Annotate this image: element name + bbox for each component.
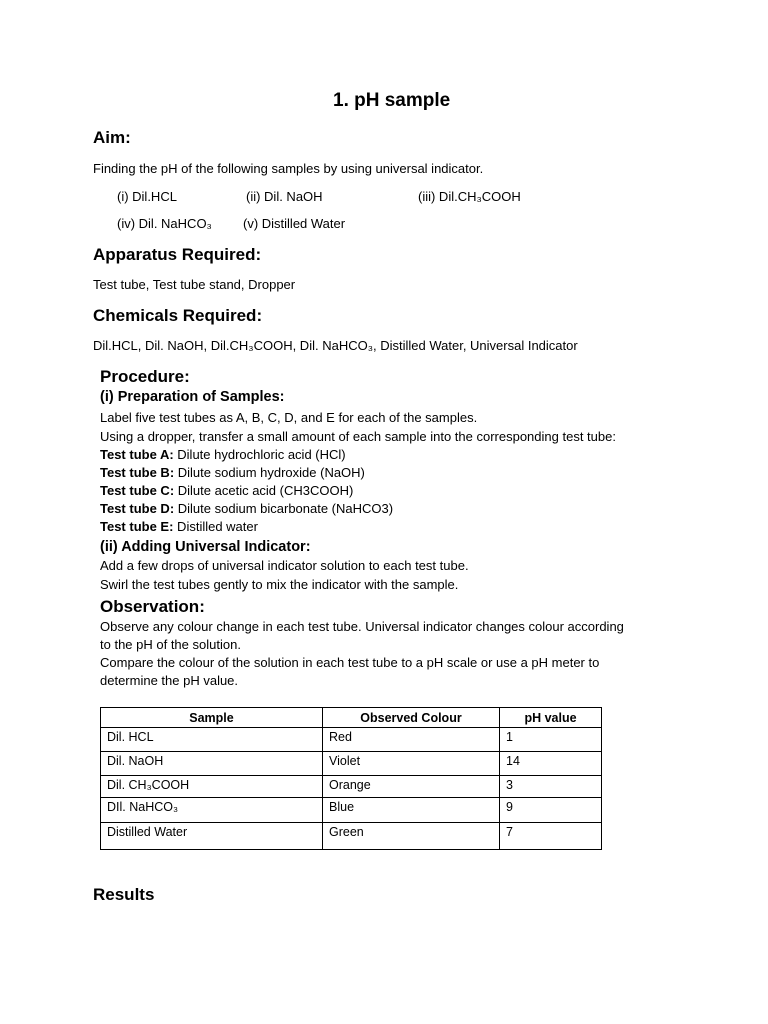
table-row: [101, 823, 602, 850]
table-header-cell: pH value: [500, 708, 602, 728]
tube-line-e: [100, 519, 258, 534]
observation-line: Observe any colour change in each test tube. Universal indicator changes colour according: [100, 619, 624, 634]
table-cell: Orange: [323, 776, 500, 798]
table-row: [101, 776, 602, 798]
tube-text: Distilled water: [173, 519, 258, 534]
tube-text: Dilute sodium bicarbonate (NaHCO3): [174, 501, 394, 516]
sample-item: (v) Distilled Water: [243, 216, 346, 231]
indicator-line: Swirl the test tubes gently to mix the indicator with the sample.: [100, 577, 459, 592]
table-cell: Distilled Water: [101, 823, 323, 850]
procedure-heading: Procedure:: [100, 367, 190, 386]
observation-line: Compare the colour of the solution in each test tube to a pH scale or use a pH meter to: [100, 655, 600, 670]
observation-line: to the pH of the solution.: [100, 637, 241, 652]
table-cell: Green: [323, 823, 500, 850]
table-cell: 7: [500, 823, 602, 850]
table-cell: Dil. HCL: [101, 728, 323, 752]
table-row: [101, 752, 602, 776]
table-cell: 1: [500, 728, 602, 752]
prep-line: Label five test tubes as A, B, C, D, and E for each of the samples.: [100, 410, 478, 425]
aim-text: Finding the pH of the following samples by using universal indicator.: [93, 161, 484, 176]
table-cell: 9: [500, 798, 602, 823]
sample-item: (iii) Dil.CH₃COOH: [418, 189, 521, 204]
prep-line: Using a dropper, transfer a small amount of each sample into the corresponding test tube:: [100, 429, 616, 444]
table-row: [101, 798, 602, 823]
tube-line-b: [100, 465, 365, 480]
table-cell: 14: [500, 752, 602, 776]
observation-line: determine the pH value.: [100, 673, 239, 688]
table-cell: Blue: [323, 798, 500, 823]
table-cell: 3: [500, 776, 602, 798]
tube-line-d: [100, 501, 393, 516]
table-cell: Red: [323, 728, 500, 752]
apparatus-text: Test tube, Test tube stand, Dropper: [93, 277, 296, 292]
tube-label: Test tube C:: [100, 483, 175, 498]
sample-item: (i) Dil.HCL: [117, 189, 177, 204]
indicator-heading: (ii) Adding Universal Indicator:: [100, 539, 311, 555]
table-cell: DIl. NaHCO₃: [101, 798, 323, 823]
page-title: 1. pH sample: [333, 90, 451, 111]
table-cell: Dil. NaOH: [101, 752, 323, 776]
table-row: [101, 728, 602, 752]
tube-text: Dilute sodium hydroxide (NaOH): [174, 465, 365, 480]
sample-item: (iv) Dil. NaHCO₃: [117, 216, 212, 231]
tube-label: Test tube E:: [100, 519, 174, 534]
tube-text: Dilute acetic acid (CH3COOH): [174, 483, 354, 498]
table-cell: Violet: [323, 752, 500, 776]
tube-label: Test tube B:: [100, 465, 175, 480]
tube-text: Dilute hydrochloric acid (HCl): [173, 447, 346, 462]
table-cell: Dil. CH₃COOH: [101, 776, 323, 798]
observation-heading: Observation:: [100, 597, 205, 616]
tube-line-a: [100, 447, 346, 462]
indicator-line: Add a few drops of universal indicator solution to each test tube.: [100, 558, 469, 573]
table-header-cell: Observed Colour: [323, 708, 500, 728]
table-header-cell: Sample: [101, 708, 323, 728]
chemicals-text: Dil.HCL, Dil. NaOH, Dil.CH₃COOH, Dil. NaHCO₃, Distilled Water, Universal Indicator: [93, 338, 578, 353]
sample-item: (ii) Dil. NaOH: [246, 189, 323, 204]
apparatus-heading: Apparatus Required:: [93, 245, 262, 264]
observation-table: [100, 707, 602, 850]
tube-line-c: [100, 483, 353, 498]
table-header-row: [101, 708, 602, 728]
tube-label: Test tube A:: [100, 447, 174, 462]
chemicals-heading: Chemicals Required:: [93, 306, 263, 325]
aim-heading: Aim:: [93, 128, 131, 147]
tube-label: Test tube D:: [100, 501, 175, 516]
results-heading: Results: [93, 885, 155, 904]
prep-heading: (i) Preparation of Samples:: [100, 389, 285, 405]
